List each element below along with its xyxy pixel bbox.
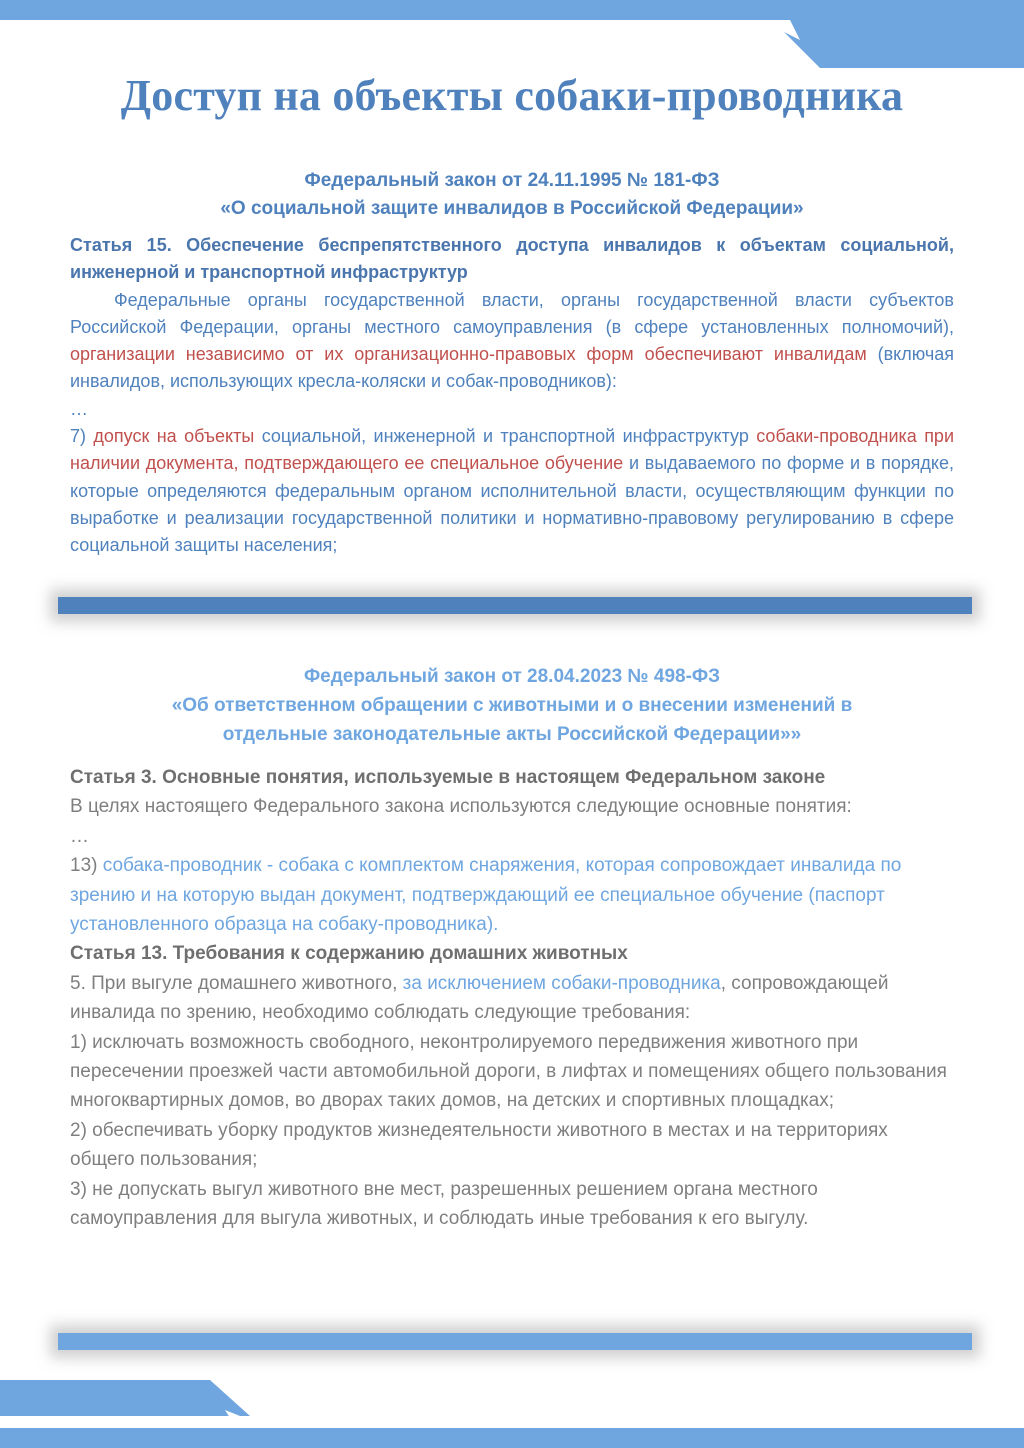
law2-paragraph5 [70,969,954,1028]
page-title: Доступ на объекты собаки-проводника [120,71,904,120]
law2-article13-title: Статья 13. Требования к содержанию домашних животных [70,943,628,965]
bottom-decoration [0,1380,1024,1448]
law1-item7-highlight1: допуск на объекты [93,426,255,447]
law1-para-highlight: организации независимо от их организационно-правовых форм обеспечивают инвалидам [70,344,867,365]
law2-requirement-2: 2) обеспечивать уборку продуктов жизнедеятельности животного в местах и на территориях общего пользования; [70,1119,888,1171]
law2-heading-line2: «Об ответственном обращении с животными и о внесении изменений в [171,695,853,716]
law2-item13 [70,851,954,939]
law1-article-title: Статья 15. Обеспечение беспрепятственного доступа инвалидов к объектам социальной, инженерной и транспортной инфраструктур [70,235,954,283]
law2-requirement-3: 3) не допускать выгул животного вне мест, разрешенных решением органа местного самоуправления для выгула животных, и соблюдать иные требования к его выгулу. [70,1178,818,1230]
law1-item7-end: и выдаваемого по форме и в порядке, которые определяются федеральным органом исполнительной власти, осуществляющим функции по выработке и реализации государственной политики и нормативно-правовому регулированию в сфере социальной защиты населения; [70,453,954,556]
law2-article3-title: Статья 3. Основные понятия, используемые в настоящем Федеральном законе [70,767,826,788]
law2-ellipsis: … [70,825,89,847]
section-divider-1 [58,597,972,614]
law1-body [70,232,954,560]
law2-p5-c: , сопровождающей инвалида по зрению, необходимо соблюдать следующие требования: [70,972,889,1024]
law1-heading-line1: Федеральный закон от 24.11.1995 № 181-ФЗ [304,170,720,191]
law1-item7-num: 7) [70,426,94,447]
law1-paragraph [70,287,954,396]
top-decoration [0,0,1024,70]
law2-p5-a: 5. При выгуле домашнего животного, [70,972,403,994]
law1-heading [70,167,954,223]
law1-item7-mid: социальной, инженерной и транспортной инфраструктур [254,426,757,447]
law2-item13-text: собака-проводник - собака с комплектом снаряжения, которая сопровождает инвалида по зрению и на которую выдан документ, подтверждающий ее специальное обучение (паспорт установленного образца на собаку-проводника). [70,855,902,936]
section-divider-2 [58,1333,972,1350]
law1-para-a: Федеральные органы государственной власти, органы государственной власти субъектов Российской Федерации, органы местного самоуправления (в сфере установленных полномочий), [70,289,954,337]
law2-heading [70,662,954,749]
law2-requirement-1: 1) исключать возможность свободного, неконтролируемого передвижения животного при пересечении проезжей части автомобильной дороги, в лифтах и помещениях общего пользования многоквартирных домов, во дворах таких домов, на детских и спортивных площадках; [70,1031,947,1112]
law1-para-c: (включая инвалидов, использующих кресла-коляски и собак-проводников): [70,344,955,392]
law2-body [70,763,954,1234]
law1-item7 [70,423,954,559]
law1-heading-line2: «О социальной защите инвалидов в Российской Федерации» [220,198,804,219]
law2-heading-line1: Федеральный закон от 28.04.2023 № 498-ФЗ [303,666,721,687]
law2-p5-highlight: за исключением собаки-проводника [402,972,721,994]
law2-item13-num: 13) [70,855,103,877]
law1-ellipsis: … [70,398,88,419]
law1-item7-highlight2: собаки-проводника при наличии документа, подтверждающего ее специальное обучение [70,426,955,474]
law2-intro: В целях настоящего Федерального закона используются следующие основные понятия: [70,796,852,818]
law2-heading-line3: отдельные законодательные акты Российской Федерации»» [222,724,802,745]
